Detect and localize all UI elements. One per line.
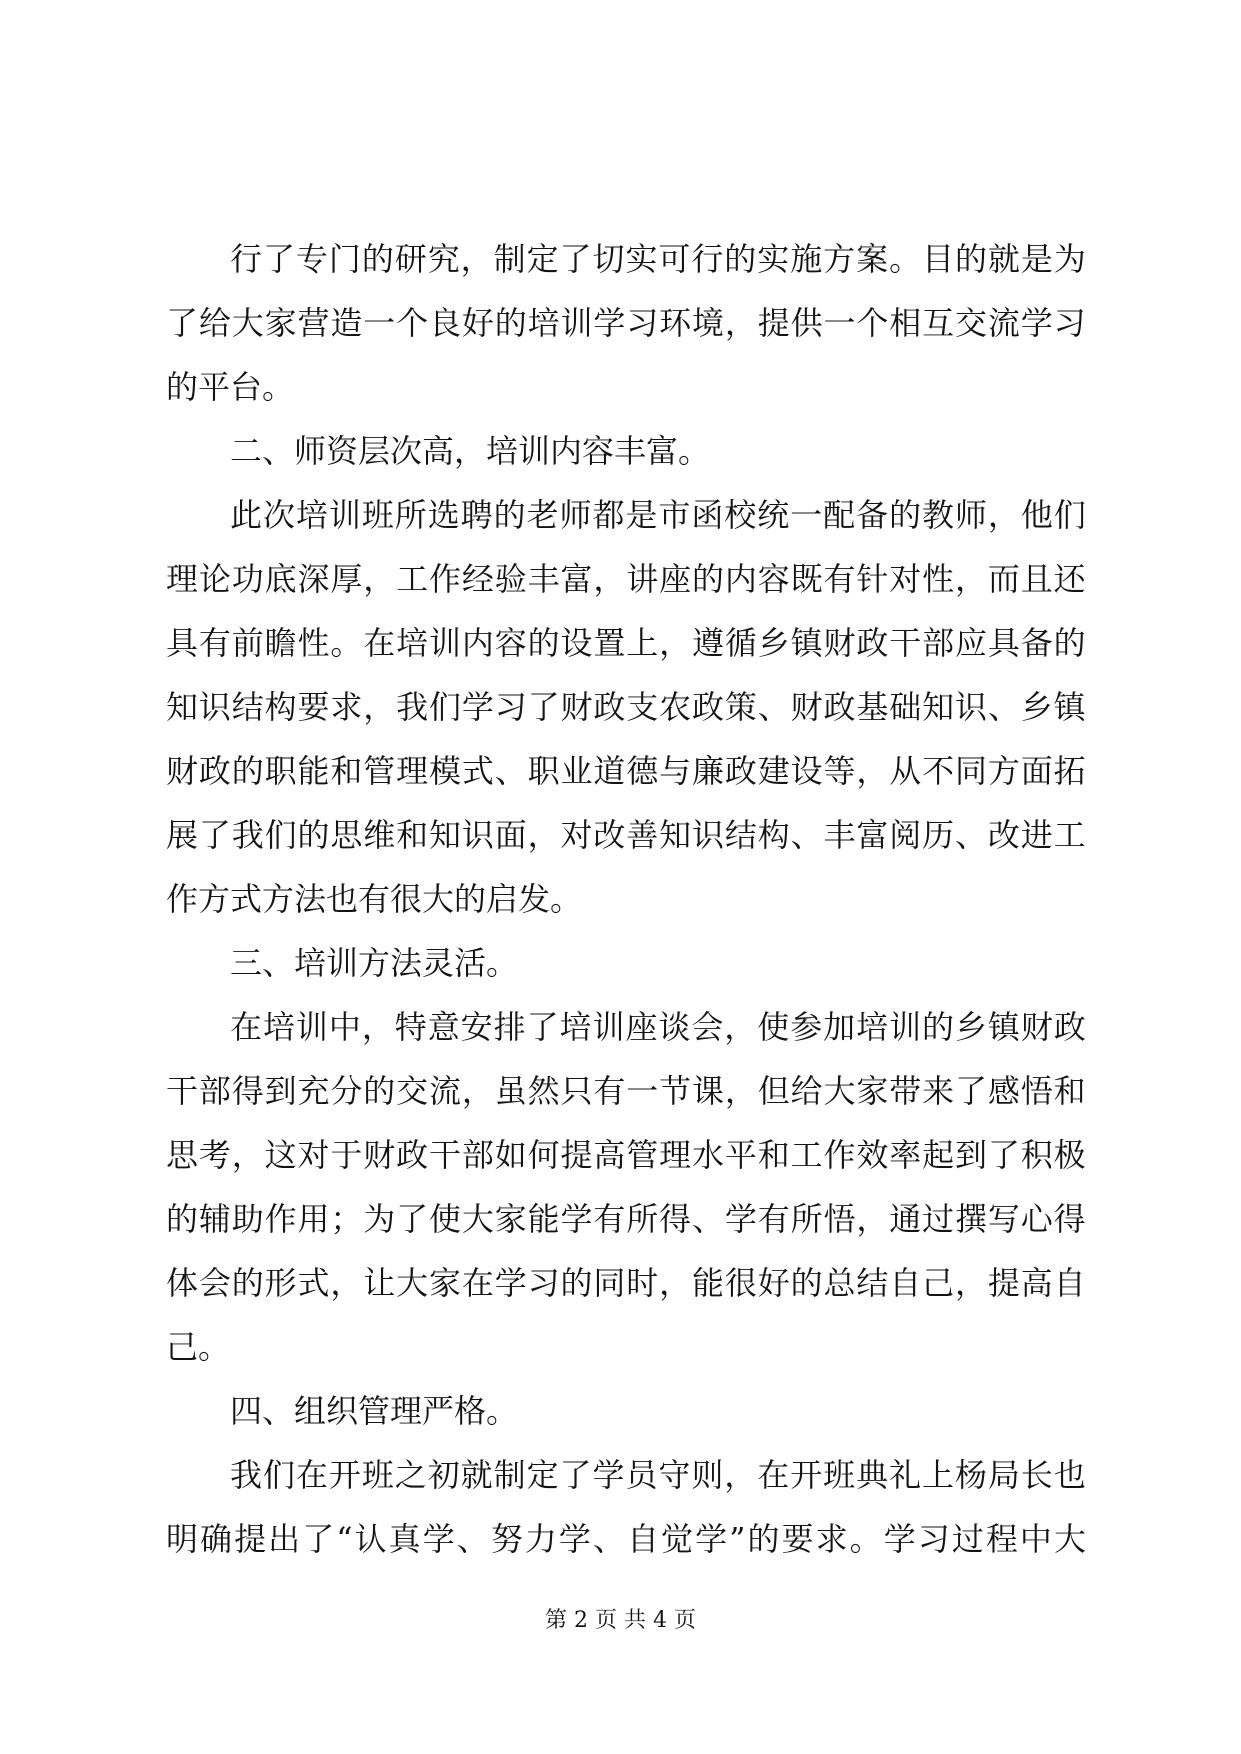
text-line: 四、组织管理严格。 <box>230 1392 519 1430</box>
text-line: 展 了 我 们 的 思 维 和 知 识 面 ， 对 改 善 知 识 结 构 、 丰 富 阅 历 、 改 进 工 <box>166 816 1086 854</box>
text-line: 知 识 结 构 要 求 ， 我 们 学 习 了 财 政 支 农 政 策 、 财 政 基 础 知 识 、 乡 镇 <box>166 688 1086 726</box>
text-line: 体 会 的 形 式 ， 让 大 家 在 学 习 的 同 时 ， 能 很 好 的 总 结 自 己 ， 提 高 自 <box>166 1264 1086 1302</box>
text-line: 此 次 培 训 班 所 选 聘 的 老 师 都 是 市 函 校 统 一 配 备 的 教 师 ， 他 们 <box>230 496 1086 534</box>
text-line: 作方式方法也有很大的启发。 <box>166 880 583 918</box>
text-line: 明 确 提 出 了 “ 认 真 学 、 努 力 学 、 自 觉 学 ” 的 要 求 。 学 习 过 程 中 大 <box>166 1520 1086 1558</box>
text-line: 行 了 专 门 的 研 究 ， 制 定 了 切 实 可 行 的 实 施 方 案 。 目 的 就 是 为 <box>230 240 1086 278</box>
text-line: 财 政 的 职 能 和 管 理 模 式 、 职 业 道 德 与 廉 政 建 设 等 ， 从 不 同 方 面 拓 <box>166 752 1086 790</box>
page-footer: 第 2 页 共 4 页 <box>545 1608 696 1633</box>
text-line: 在 培 训 中 ， 特 意 安 排 了 培 训 座 谈 会 ， 使 参 加 培 训 的 乡 镇 财 政 <box>230 1008 1086 1046</box>
document-body <box>166 227 1086 1571</box>
text-line: 二、师资层次高，培训内容丰富。 <box>230 432 711 470</box>
text-line: 理 论 功 底 深 厚 ， 工 作 经 验 丰 富 ， 讲 座 的 内 容 既 有 针 对 性 ， 而 且 还 <box>166 560 1086 598</box>
text-line: 的 辅 助 作 用 ； 为 了 使 大 家 能 学 有 所 得 、 学 有 所 悟 ， 通 过 撰 写 心 得 <box>166 1200 1086 1238</box>
text-line: 我 们 在 开 班 之 初 就 制 定 了 学 员 守 则 ， 在 开 班 典 礼 上 杨 局 长 也 <box>230 1456 1086 1494</box>
text-line: 干 部 得 到 充 分 的 交 流 ， 虽 然 只 有 一 节 课 ， 但 给 大 家 带 来 了 感 悟 和 <box>166 1072 1086 1110</box>
text-line: 的平台。 <box>166 368 295 406</box>
text-line: 己。 <box>166 1328 231 1366</box>
text-line: 具 有 前 瞻 性 。 在 培 训 内 容 的 设 置 上 ， 遵 循 乡 镇 财 政 干 部 应 具 备 的 <box>166 624 1086 662</box>
text-line: 三、培训方法灵活。 <box>230 944 519 982</box>
text-line: 思 考 ， 这 对 于 财 政 干 部 如 何 提 高 管 理 水 平 和 工 作 效 率 起 到 了 积 极 <box>166 1136 1086 1174</box>
text-line: 了 给 大 家 营 造 一 个 良 好 的 培 训 学 习 环 境 ， 提 供 一 个 相 互 交 流 学 习 <box>166 304 1086 342</box>
